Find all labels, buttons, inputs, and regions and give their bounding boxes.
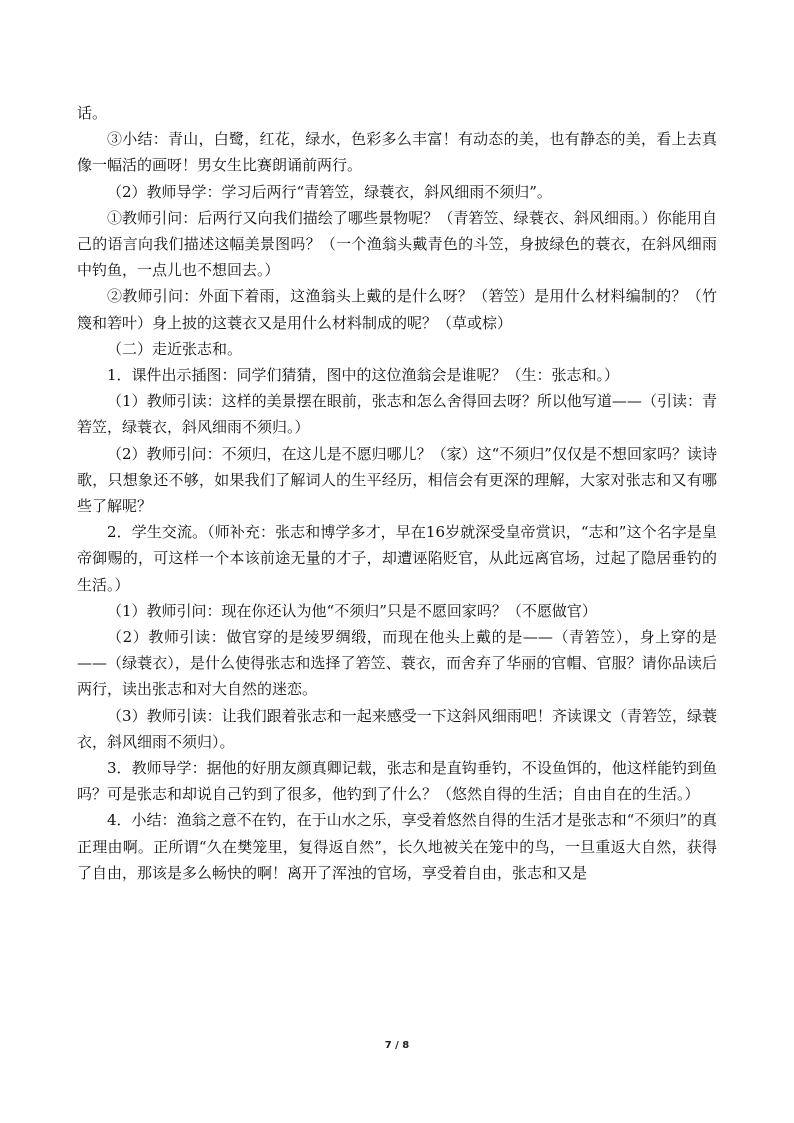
document-body (77, 100, 717, 886)
page-number: 7 / 8 (384, 1040, 410, 1051)
paragraph-9: （2）教师引问：不须归，在这儿是不愿归哪儿？（家）这“不须归”仅仅是不想回家吗？读诗歌，只想象还不够，如果我们了解词人的生平经历，相信会有更深的理解，大家对张志和又有哪些了解呢？ (77, 444, 717, 516)
paragraph-3: （2）教师导学：学习后两行“青箬笠，绿蓑衣，斜风细雨不须归”。 (107, 182, 552, 201)
paragraph-14: 3．教师导学：据他的好朋友颜真卿记载，张志和是直钩垂钓，不设鱼饵的，他这样能钓到鱼吗？可是张志和却说自己钓到了很多，他钓到了什么？（悠然自得的生活；自由自在的生活。） (77, 759, 717, 804)
paragraph-7: 1．课件出示插图：同学们猜猜，图中的这位渔翁会是谁呢？（生：张志和。） (107, 366, 620, 385)
paragraph-11: （1）教师引问：现在你还认为他“不须归”只是不愿回家吗？（不愿做官） (107, 601, 597, 620)
paragraph-10: 2．学生交流。（师补充：张志和博学多才，早在16岁就深受皇帝赏识，“志和”这个名字是皇帝御赐的，可这样一个本该前途无量的才子，却遭诬陷贬官，从此远离官场，过起了隐居垂钓的生活。） (77, 523, 717, 594)
section-heading: （二）走近张志和。 (107, 339, 243, 358)
paragraph-8: （1）教师引读：这样的美景摆在眼前，张志和怎么舍得回去呀？所以他写道——（引读：青箬笠，绿蓑衣，斜风细雨不须归。） (77, 392, 717, 437)
paragraph-12: （2）教师引读：做官穿的是绫罗绸缎，而现在他头上戴的是——（青箬笠），身上穿的是——（绿蓑衣），是什么使得张志和选择了箬笠、蓑衣，而舍弃了华丽的官帽、官服？请你品读后两行，读出张志和对大自然的迷恋。 (77, 628, 717, 699)
paragraph-2: ③小结：青山，白鹭，红花，绿水，色彩多么丰富！有动态的美，也有静态的美，看上去真像一幅活的画呀！男女生比赛朗诵前两行。 (77, 130, 717, 175)
paragraph-15: 4．小结：渔翁之意不在钓，在于山水之乐，享受着悠然自得的生活才是张志和“不须归”的真正理由啊。正所谓“久在樊笼里，复得返自然”，长久地被关在笼中的鸟，一旦重返大自然，获得了自由，那该是多么畅快的啊！离开了浑浊的官场，享受着自由，张志和又是 (77, 811, 717, 882)
paragraph-5: ②教师引问：外面下着雨，这渔翁头上戴的是什么呀？（箬笠）是用什么材料编制的？（竹篾和箬叶）身上披的这蓑衣又是用什么材料制成的呢？（草或棕） (77, 287, 717, 332)
paragraph-13: （3）教师引读：让我们跟着张志和一起来感受一下这斜风细雨吧！齐读课文（青箬笠，绿蓑衣，斜风细雨不须归）。 (77, 706, 717, 751)
paragraph-1: 话。 (77, 104, 108, 122)
paragraph-4: ①教师引问：后两行又向我们描绘了哪些景物呢？（青箬笠、绿蓑衣、斜风细雨。）你能用自己的语言向我们描述这幅美景图吗？（一个渔翁头戴青色的斗笠，身披绿色的蓑衣，在斜风细雨中钓鱼，一点儿也不想回去。） (77, 208, 717, 280)
